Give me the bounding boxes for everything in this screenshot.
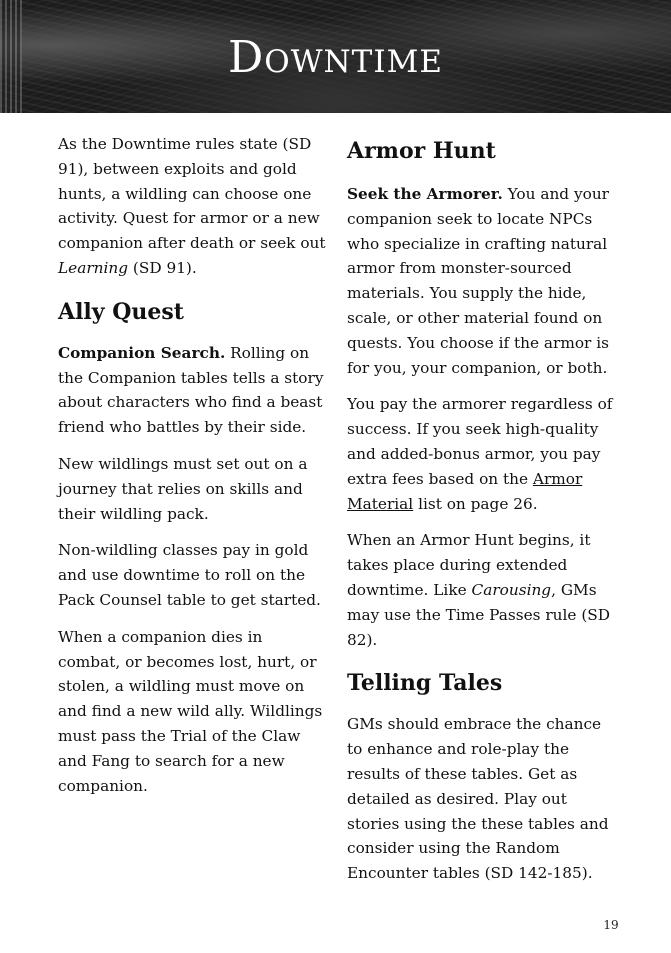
telling-tales-heading: Telling Tales <box>347 670 503 697</box>
seek-armorer-text: You and your companion seek to locate NPCs who specialize in crafting natural armor from monster-sourced materials. You supply the hide, scale, or other material found on quests. You choose if the armor is for you, your companion, or both. <box>347 185 609 377</box>
carousing-ref: Carousing <box>471 580 552 599</box>
new-wildlings-paragraph: New wildlings must set out on a journey that relies on skills and their wildling pack. <box>58 454 308 523</box>
intro-text-end: (SD 91). <box>128 258 197 277</box>
page-title: Downtime <box>228 32 443 83</box>
intro-text: As the Downtime rules state (SD 91), between exploits and gold hunts, a wildling can choose one activity. Quest for armor or a new companion after death or seek out <box>58 135 326 253</box>
telling-tales-paragraph: GMs should embrace the chance to enhance and role-play the results of these tables. Get as detailed as desired. Play out stories using the these tables and consider using the Random Encounter tables (SD 142-185). <box>347 715 609 883</box>
companion-search-paragraph <box>58 341 328 440</box>
seek-armorer-lead: Seek the Armorer. <box>347 185 503 203</box>
page-number: 19 <box>603 918 619 932</box>
left-column <box>58 132 328 810</box>
companion-dies-paragraph: When a companion dies in combat, or becomes lost, hurt, or stolen, a wildling must move on and find a new wild ally. Wildlings must pass the Trial of the Claw and Fang to search for a new companion. <box>58 627 323 795</box>
ally-quest-heading: Ally Quest <box>58 298 184 325</box>
right-column <box>347 132 617 898</box>
intro-paragraph <box>58 132 328 281</box>
companion-search-text: Rolling on the Companion tables tells a story about characters who find a beast friend who battles by their side. <box>58 343 324 437</box>
armor-hunt-begins-paragraph <box>347 528 617 652</box>
armor-hunt-heading: Armor Hunt <box>347 138 496 164</box>
companion-search-lead: Companion Search. <box>58 343 226 362</box>
pay-text: You pay the armorer regardless of success. If you seek high-quality and added-bonus armor, you pay extra fees based on the <box>347 395 613 488</box>
hunt-text: When an Armor Hunt begins, it takes place during extended downtime. Like <box>347 531 591 599</box>
intro-learning-ref: Learning <box>58 258 129 277</box>
seek-armorer-paragraph <box>347 182 617 380</box>
hunt-text-end: , GMs may use the Time Passes rule (SD 82). <box>347 580 611 649</box>
title-banner <box>0 0 671 113</box>
armor-material-link[interactable]: Armor Material <box>347 469 583 513</box>
non-wildling-paragraph: Non-wildling classes pay in gold and use downtime to roll on the Pack Counsel table to get started. <box>58 541 321 609</box>
pay-armorer-paragraph <box>347 392 617 516</box>
pay-text-end: list on page 26. <box>413 494 538 513</box>
